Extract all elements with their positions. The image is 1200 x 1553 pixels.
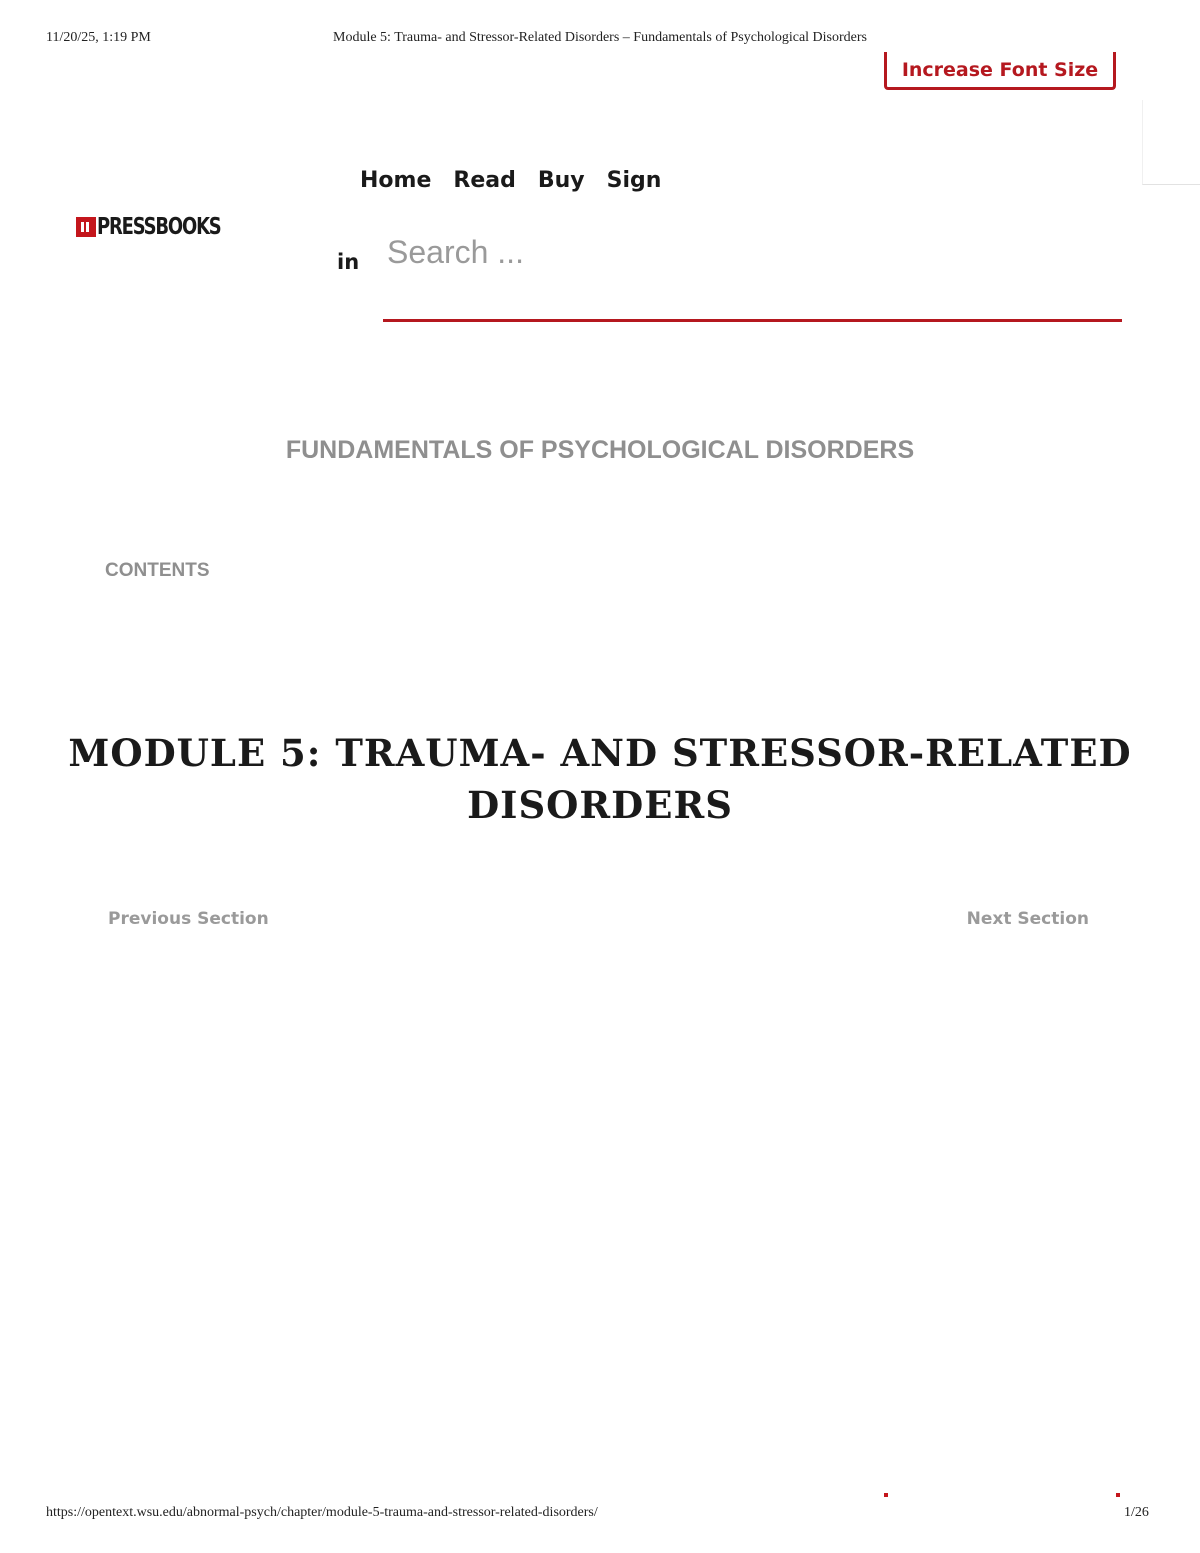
decorative-dot xyxy=(884,1493,888,1497)
previous-section-link[interactable]: Previous Section xyxy=(108,909,269,929)
print-page-number: 1/26 xyxy=(1124,1505,1149,1520)
print-datetime: 11/20/25, 1:19 PM xyxy=(46,30,151,45)
nav-sign-in-suffix[interactable]: in xyxy=(337,250,360,274)
book-title-link[interactable]: FUNDAMENTALS OF PSYCHOLOGICAL DISORDERS xyxy=(285,436,915,464)
search-input[interactable] xyxy=(383,236,1122,322)
increase-font-size-button[interactable]: Increase Font Size xyxy=(884,52,1116,90)
nav-sign-in-link[interactable]: Sign xyxy=(606,168,662,193)
print-url: https://opentext.wsu.edu/abnormal-psych/chapter/module-5-trauma-and-stressor-related-disorders/ xyxy=(46,1505,598,1520)
logo-text: PRESSBOOKS xyxy=(97,214,221,240)
print-page-title: Module 5: Trauma- and Stressor-Related Disorders – Fundamentals of Psychological Disorders xyxy=(333,30,867,45)
pressbooks-logo[interactable] xyxy=(76,214,255,240)
nav-buy-link[interactable]: Buy xyxy=(537,168,585,193)
chapter-title: MODULE 5: TRAUMA- AND STRESSOR-RELATED DISORDERS xyxy=(68,731,1132,827)
decorative-dot xyxy=(1116,1493,1120,1497)
contents-toggle[interactable]: CONTENTS xyxy=(105,560,210,581)
nav-home-link[interactable]: Home xyxy=(360,168,432,193)
pressbooks-logo-icon xyxy=(76,217,96,237)
next-section-link[interactable]: Next Section xyxy=(966,909,1089,929)
edge-divider xyxy=(1142,100,1200,185)
nav-read-link[interactable]: Read xyxy=(453,168,516,193)
main-nav xyxy=(360,168,661,193)
